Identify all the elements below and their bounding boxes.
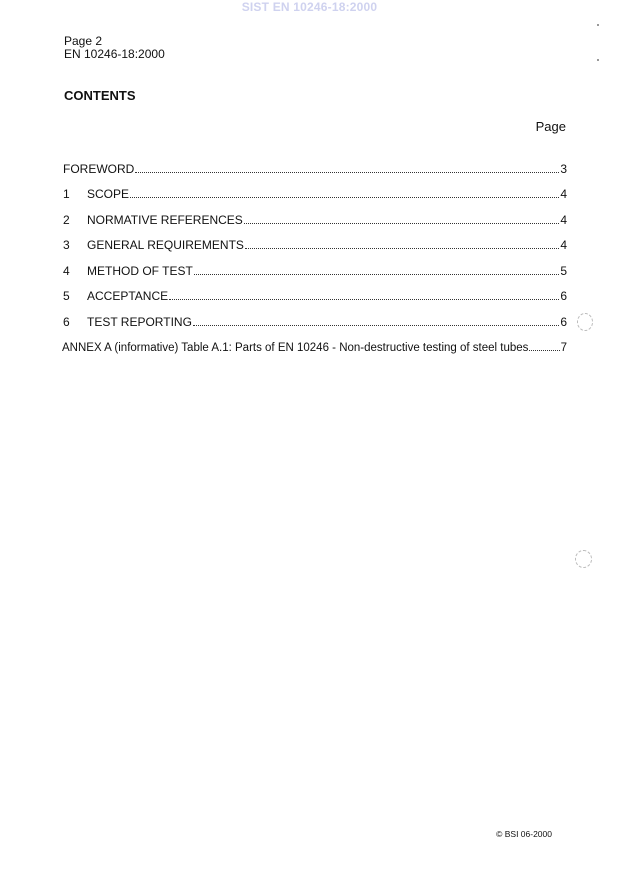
copyright-footer: © BSI 06-2000 bbox=[496, 829, 552, 839]
toc-entry-foreword[interactable] bbox=[63, 150, 567, 176]
toc-entry-page: 4 bbox=[560, 212, 567, 227]
toc-entry-page: 6 bbox=[560, 289, 567, 303]
toc-entry-annex-a[interactable] bbox=[62, 329, 567, 355]
dot-leader bbox=[244, 222, 560, 224]
toc-entry-title: TEST REPORTING bbox=[87, 314, 192, 329]
toc-entry-acceptance[interactable] bbox=[63, 278, 567, 304]
toc-entry-scope[interactable] bbox=[63, 176, 567, 202]
punch-hole-mark bbox=[577, 313, 593, 331]
toc-entry-test-reporting[interactable] bbox=[63, 303, 567, 329]
standard-id: EN 10246-18:2000 bbox=[64, 47, 165, 61]
toc-entry-page: 3 bbox=[560, 161, 567, 176]
toc-entry-number: 3 bbox=[63, 238, 70, 252]
dot-leader bbox=[135, 171, 559, 173]
toc-entry-page: 6 bbox=[560, 314, 567, 329]
document-header bbox=[64, 35, 165, 61]
watermark: SIST EN 10246-18:2000 bbox=[241, 0, 378, 14]
scan-speck bbox=[597, 24, 599, 26]
scan-speck bbox=[597, 59, 599, 61]
toc-entry-number: 5 bbox=[63, 289, 70, 303]
toc-entry-number: 2 bbox=[63, 212, 70, 227]
dot-leader bbox=[193, 324, 559, 326]
dot-leader bbox=[529, 349, 559, 351]
page-column-label: Page bbox=[535, 119, 566, 134]
toc-entry-title: FOREWORD bbox=[63, 161, 135, 176]
toc-entry-title: ACCEPTANCE bbox=[87, 289, 169, 303]
toc-entry-title: GENERAL REQUIREMENTS bbox=[87, 238, 244, 252]
table-of-contents bbox=[63, 150, 567, 354]
dot-leader bbox=[130, 196, 559, 198]
dot-leader bbox=[169, 298, 559, 300]
dot-leader bbox=[194, 273, 560, 275]
toc-entry-normative-references[interactable] bbox=[63, 201, 567, 227]
toc-entry-method-of-test[interactable] bbox=[63, 252, 567, 278]
toc-entry-title: NORMATIVE REFERENCES bbox=[87, 212, 243, 227]
page-label: Page 2 bbox=[64, 34, 103, 48]
toc-entry-number: 6 bbox=[63, 314, 70, 329]
toc-entry-page: 4 bbox=[560, 187, 567, 201]
toc-entry-page: 4 bbox=[560, 238, 567, 252]
toc-entry-page: 7 bbox=[560, 342, 567, 354]
contents-title: CONTENTS bbox=[64, 88, 136, 103]
toc-entry-title: ANNEX A (informative) Table A.1: Parts of EN 10246 - Non-destructive testing of steel tubes bbox=[62, 342, 529, 354]
punch-hole-mark bbox=[575, 550, 592, 568]
toc-entry-title: METHOD OF TEST bbox=[87, 263, 193, 278]
toc-entry-page: 5 bbox=[560, 263, 567, 278]
toc-entry-general-requirements[interactable] bbox=[63, 227, 567, 253]
toc-entry-number: 4 bbox=[63, 263, 70, 278]
toc-entry-number: 1 bbox=[63, 187, 70, 201]
toc-entry-title: SCOPE bbox=[87, 187, 130, 201]
dot-leader bbox=[245, 247, 559, 249]
